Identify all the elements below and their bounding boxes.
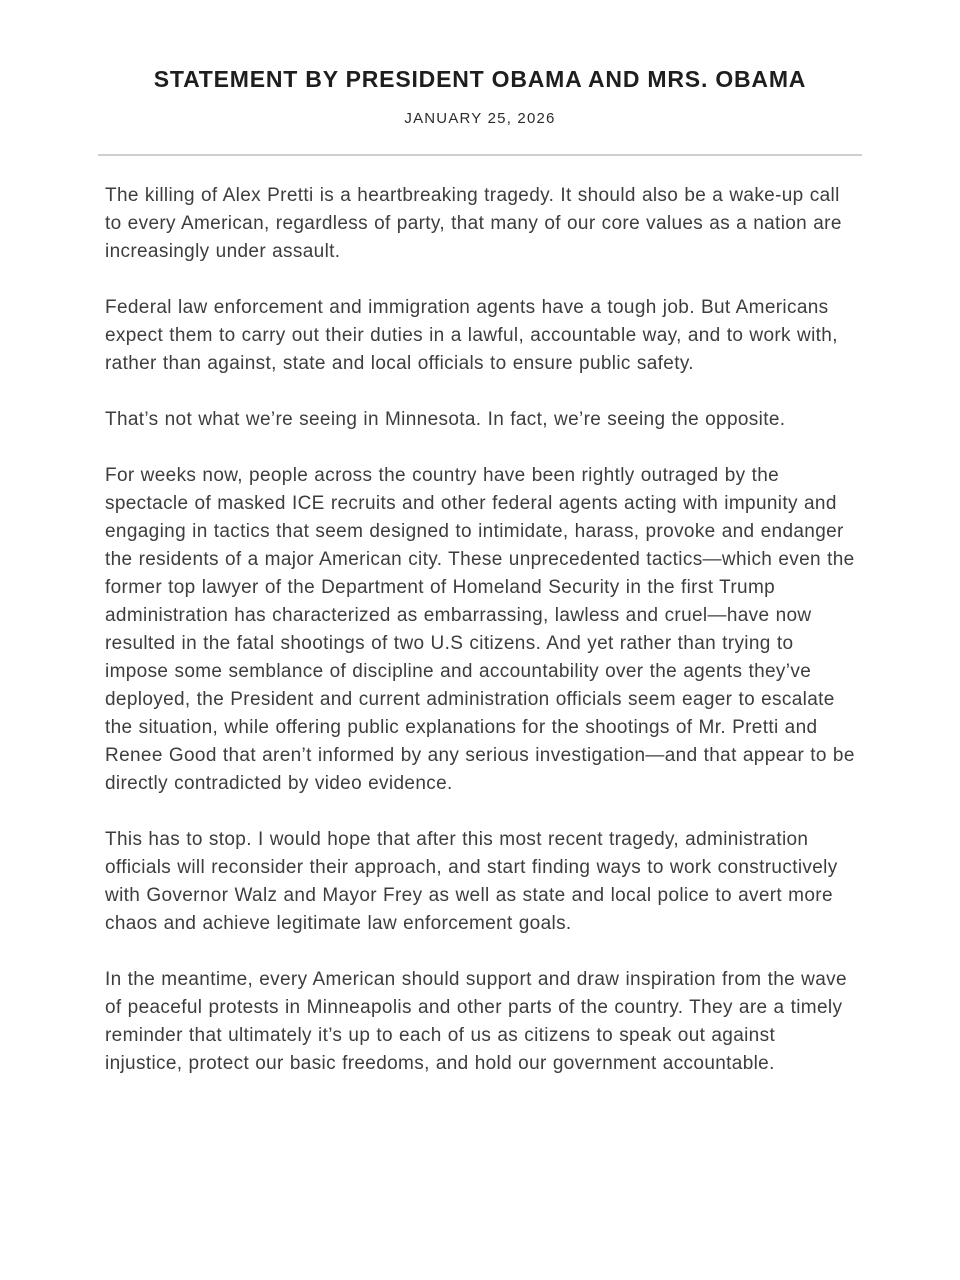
statement-paragraph: For weeks now, people across the country have been rightly outraged by the spectacle of masked ICE recruits and other federal agents acting with impunity and engaging in tactics that seem designed to intimidate, harass, provoke and endanger the residents of a major American city. These unprecedented tactics—which even the former top lawyer of the Department of Homeland Security in the first Trump administration has characterized as embarrassing, lawless and cruel—have now resulted in the fatal shootings of two U.S citizens. And yet rather than trying to impose some semblance of discipline and accountability over the agents they’ve deployed, the President and current administration officials seem eager to escalate the situation, while offering public explanations for the shootings of Mr. Pretti and Renee Good that aren’t informed by any serious investigation—and that appear to be directly contradicted by video evidence. [105, 464, 855, 794]
header-divider [98, 154, 862, 156]
statement-paragraph: Federal law enforcement and immigration agents have a tough job. But Americans expect them to carry out their duties in a lawful, accountable way, and to work with, rather than against, state and local officials to ensure public safety. [105, 296, 838, 374]
statement-paragraph: In the meantime, every American should support and draw inspiration from the wave of peaceful protests in Minneapolis and other parts of the country. They are a timely reminder that ultimately it’s up to each of us as citizens to speak out against injustice, protect our basic freedoms, and hold our government accountable. [105, 968, 847, 1074]
page-title: STATEMENT BY PRESIDENT OBAMA AND MRS. OBAMA [153, 66, 807, 92]
statement-paragraph: This has to stop. I would hope that after this most recent tragedy, administration officials will reconsider their approach, and start finding ways to work constructively with Governor Walz and Mayor Frey as well as state and local police to avert more chaos and achieve legitimate law enforcement goals. [105, 828, 838, 934]
statement-paragraph: The killing of Alex Pretti is a heartbreaking tragedy. It should also be a wake-up call to every American, regardless of party, that many of our core values as a nation are increasingly under assault. [105, 184, 842, 262]
statement-header [0, 66, 960, 127]
statement-paragraph: That’s not what we’re seeing in Minnesota. In fact, we’re seeing the opposite. [105, 408, 786, 430]
statement-body [105, 182, 855, 1078]
statement-date: JANUARY 25, 2026 [404, 109, 556, 127]
